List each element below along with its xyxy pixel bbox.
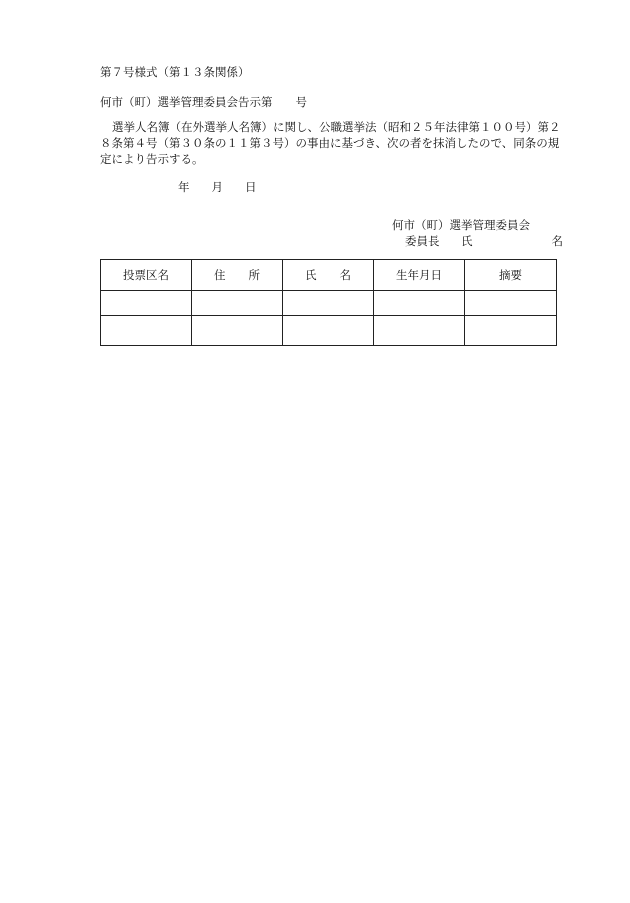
table-cell bbox=[101, 291, 192, 316]
header-voting-district: 投票区名 bbox=[101, 260, 192, 291]
table-cell bbox=[465, 291, 557, 316]
table-row bbox=[101, 316, 557, 346]
table-cell bbox=[192, 291, 283, 316]
header-remarks: 摘要 bbox=[465, 260, 557, 291]
chair-surname-label: 氏 bbox=[461, 234, 473, 248]
table-cell bbox=[374, 316, 465, 346]
header-address: 住 所 bbox=[192, 260, 283, 291]
chair-given-name-label: 名 bbox=[551, 234, 563, 248]
date-line bbox=[178, 179, 257, 195]
notice-body: 選挙人名簿（在外選挙人名簿）に関し、公職選挙法（昭和２５年法律第１００号）第２８条第４号（第３０条の１１第３号）の事由に基づき、次の者を抹消したので、同条の規定により告示する。 bbox=[100, 120, 561, 166]
deletion-table bbox=[100, 259, 557, 346]
table-cell bbox=[101, 316, 192, 346]
date-year-label: 年 bbox=[178, 180, 190, 194]
table-header-row bbox=[101, 260, 557, 291]
date-day-label: 日 bbox=[245, 180, 257, 194]
notice-title: 何市（町）選挙管理委員会告示第 号 bbox=[100, 95, 307, 109]
table-cell bbox=[465, 316, 557, 346]
chair-title: 委員長 bbox=[405, 234, 440, 248]
table-cell bbox=[283, 291, 374, 316]
date-month-label: 月 bbox=[211, 180, 223, 194]
table-cell bbox=[192, 316, 283, 346]
table-cell bbox=[283, 316, 374, 346]
form-number: 第７号様式（第１３条関係） bbox=[100, 65, 250, 79]
table-row bbox=[101, 291, 557, 316]
table-cell bbox=[374, 291, 465, 316]
header-birthdate: 生年月日 bbox=[374, 260, 465, 291]
issuer-name: 何市（町）選挙管理委員会 bbox=[392, 218, 530, 232]
header-name: 氏 名 bbox=[283, 260, 374, 291]
